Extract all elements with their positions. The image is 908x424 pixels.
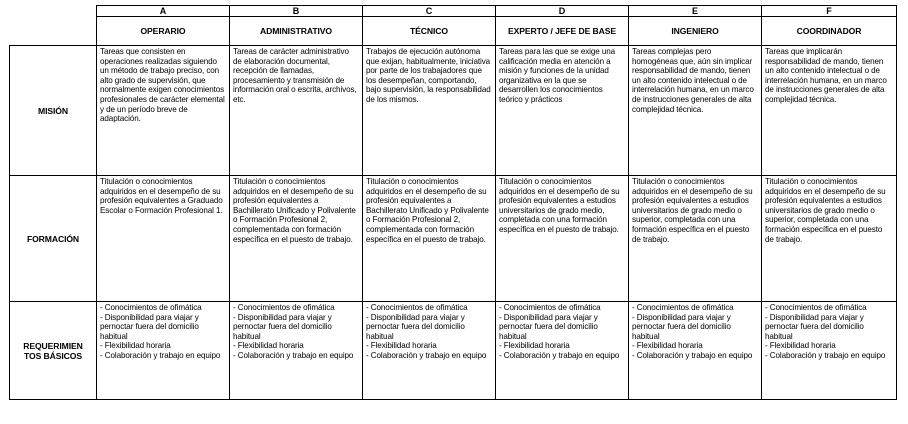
requirement-item: - Conocimientos de ofimática [632,303,734,312]
requirement-item: - Disponibilidad para viajar y pernoctar fuera del domicilio habitual [100,312,199,341]
requirement-item: - Colaboración y trabajo en equipo [499,350,620,360]
mision-cell-ingeniero: Tareas complejas pero homogéneas que, aún sin implicar responsabilidad de mando, tienen un alto contenido intelectual o de interrelación humana, en un marco de instrucciones generales de alta complejidad técnica. [629,46,762,176]
formacion-cell-experto: Titulación o conocimientos adquiridos en el desempeño de su profesión equivalentes a estudios universitarios de grado medio, completada con una formación específica en el puesto de trabajo. [496,176,629,302]
column-letter-f: F [762,6,897,17]
row-label-requerimientos-line2: TOS BÁSICOS [24,350,82,361]
column-name-ingeniero: INGENIERO [629,17,762,46]
requerimientos-row [10,302,897,400]
column-name-operario: OPERARIO [97,17,230,46]
requirement-item: - Disponibilidad para viajar y pernoctar fuera del domicilio habitual [366,312,465,341]
requirement-item: - Colaboración y trabajo en equipo [632,350,753,360]
requirement-item: - Flexibilidad horaria [366,341,437,351]
column-name-experto-jefe-de-base: EXPERTO / JEFE DE BASE [496,17,629,46]
row-label-formacion: FORMACIÓN [10,176,97,302]
requerimientos-cell-ingeniero [629,302,762,400]
requirement-item: - Conocimientos de ofimática [233,303,335,312]
column-letter-d: D [496,6,629,17]
row-label-mision: MISIÓN [10,46,97,176]
mision-row [10,46,897,176]
formacion-cell-tecnico: Titulación o conocimientos adquiridos en el desempeño de su profesión equivalentes a Bachillerato Unificado y Polivalente o Formación Profesional 2, complementada con formación específica en el puesto de trabajo. [363,176,496,302]
column-letter-b: B [230,6,363,17]
column-letter-c: C [363,6,496,17]
column-name-coordinador: COORDINADOR [762,17,897,46]
requerimientos-cell-coordinador [762,302,897,400]
row-label-requerimientos-line1: REQUERIMIEN [23,340,83,351]
requerimientos-cell-operario [97,302,230,400]
requirement-item: - Disponibilidad para viajar y pernoctar fuera del domicilio habitual [632,312,731,341]
requirement-item: - Flexibilidad horaria [765,341,836,351]
requirement-item: - Conocimientos de ofimática [499,303,601,312]
mision-cell-operario: Tareas que consisten en operaciones realizadas siguiendo un método de trabajo preciso, con alto grado de supervisión, que normalmente exigen conocimientos profesionales de carácter elemental y de un período breve de adaptación. [97,46,230,176]
mision-cell-administrativo: Tareas de carácter administrativo de elaboración documental, recepción de llamadas, procesamiento y transmisión de información oral o escrita, archivos, etc. [230,46,363,176]
formacion-cell-ingeniero: Titulación o conocimientos adquiridos en el desempeño de su profesión equivalentes a estudios universitarios de grado medio o superior, completada con una formación específica en el puesto de trabajo. [629,176,762,302]
formacion-cell-administrativo: Titulación o conocimientos adquiridos en el desempeño de su profesión equivalentes a Bachillerato Unificado y Polivalente o Formación Profesional 2, complementada con formación específica en el puesto de trabajo. [230,176,363,302]
column-letter-a: A [97,6,230,17]
requirement-item: - Disponibilidad para viajar y pernoctar fuera del domicilio habitual [499,312,598,341]
requirement-item: - Colaboración y trabajo en equipo [100,350,221,360]
mision-cell-coordinador: Tareas que implicarán responsabilidad de mando, tienen un alto contenido intelectual o de interrelación humana, en un marco de instrucciones generales de alta complejidad técnica. [762,46,897,176]
requirement-item: - Flexibilidad horaria [233,341,304,351]
row-label-requerimientos [10,302,97,400]
mision-cell-experto: Tareas para las que se exige una calificación media en atención a misión y funciones de la unidad organizativa en la que se desarrollen los conocimientos teórico y prácticos [496,46,629,176]
column-letter-e: E [629,6,762,17]
column-name-tecnico: TÉCNICO [363,17,496,46]
formacion-cell-coordinador: Titulación o conocimientos adquiridos en el desempeño de su profesión equivalentes a estudios universitarios de grado medio o superior, completada con una formación específica en el puesto de trabajo. [762,176,897,302]
requirement-item: - Colaboración y trabajo en equipo [366,350,487,360]
mision-cell-tecnico: Trabajos de ejecución autónoma que exijan, habitualmente, iniciativa por parte de los trabajadores que los desempeñan, comportando, bajo supervisión, la responsabilidad de los mismos. [363,46,496,176]
corner-cell [10,6,97,46]
requerimientos-cell-tecnico [363,302,496,400]
column-name-row [10,17,897,46]
requerimientos-cell-administrativo [230,302,363,400]
column-name-administrativo: ADMINISTRATIVO [230,17,363,46]
requirement-item: - Conocimientos de ofimática [100,303,202,312]
requirement-item: - Colaboración y trabajo en equipo [233,350,354,360]
job-category-table [9,5,897,400]
requirement-item: - Disponibilidad para viajar y pernoctar fuera del domicilio habitual [765,312,864,341]
requirement-item: - Flexibilidad horaria [100,341,171,351]
column-letter-row [10,6,897,17]
requerimientos-cell-experto [496,302,629,400]
requirement-item: - Colaboración y trabajo en equipo [765,350,886,360]
requirement-item: - Conocimientos de ofimática [366,303,468,312]
requirement-item: - Flexibilidad horaria [632,341,703,351]
formacion-cell-operario: Titulación o conocimientos adquiridos en el desempeño de su profesión equivalentes a Graduado Escolar o Formación Profesional 1. [97,176,230,302]
formacion-row [10,176,897,302]
requirement-item: - Conocimientos de ofimática [765,303,867,312]
requirement-item: - Disponibilidad para viajar y pernoctar fuera del domicilio habitual [233,312,332,341]
requirement-item: - Flexibilidad horaria [499,341,570,351]
